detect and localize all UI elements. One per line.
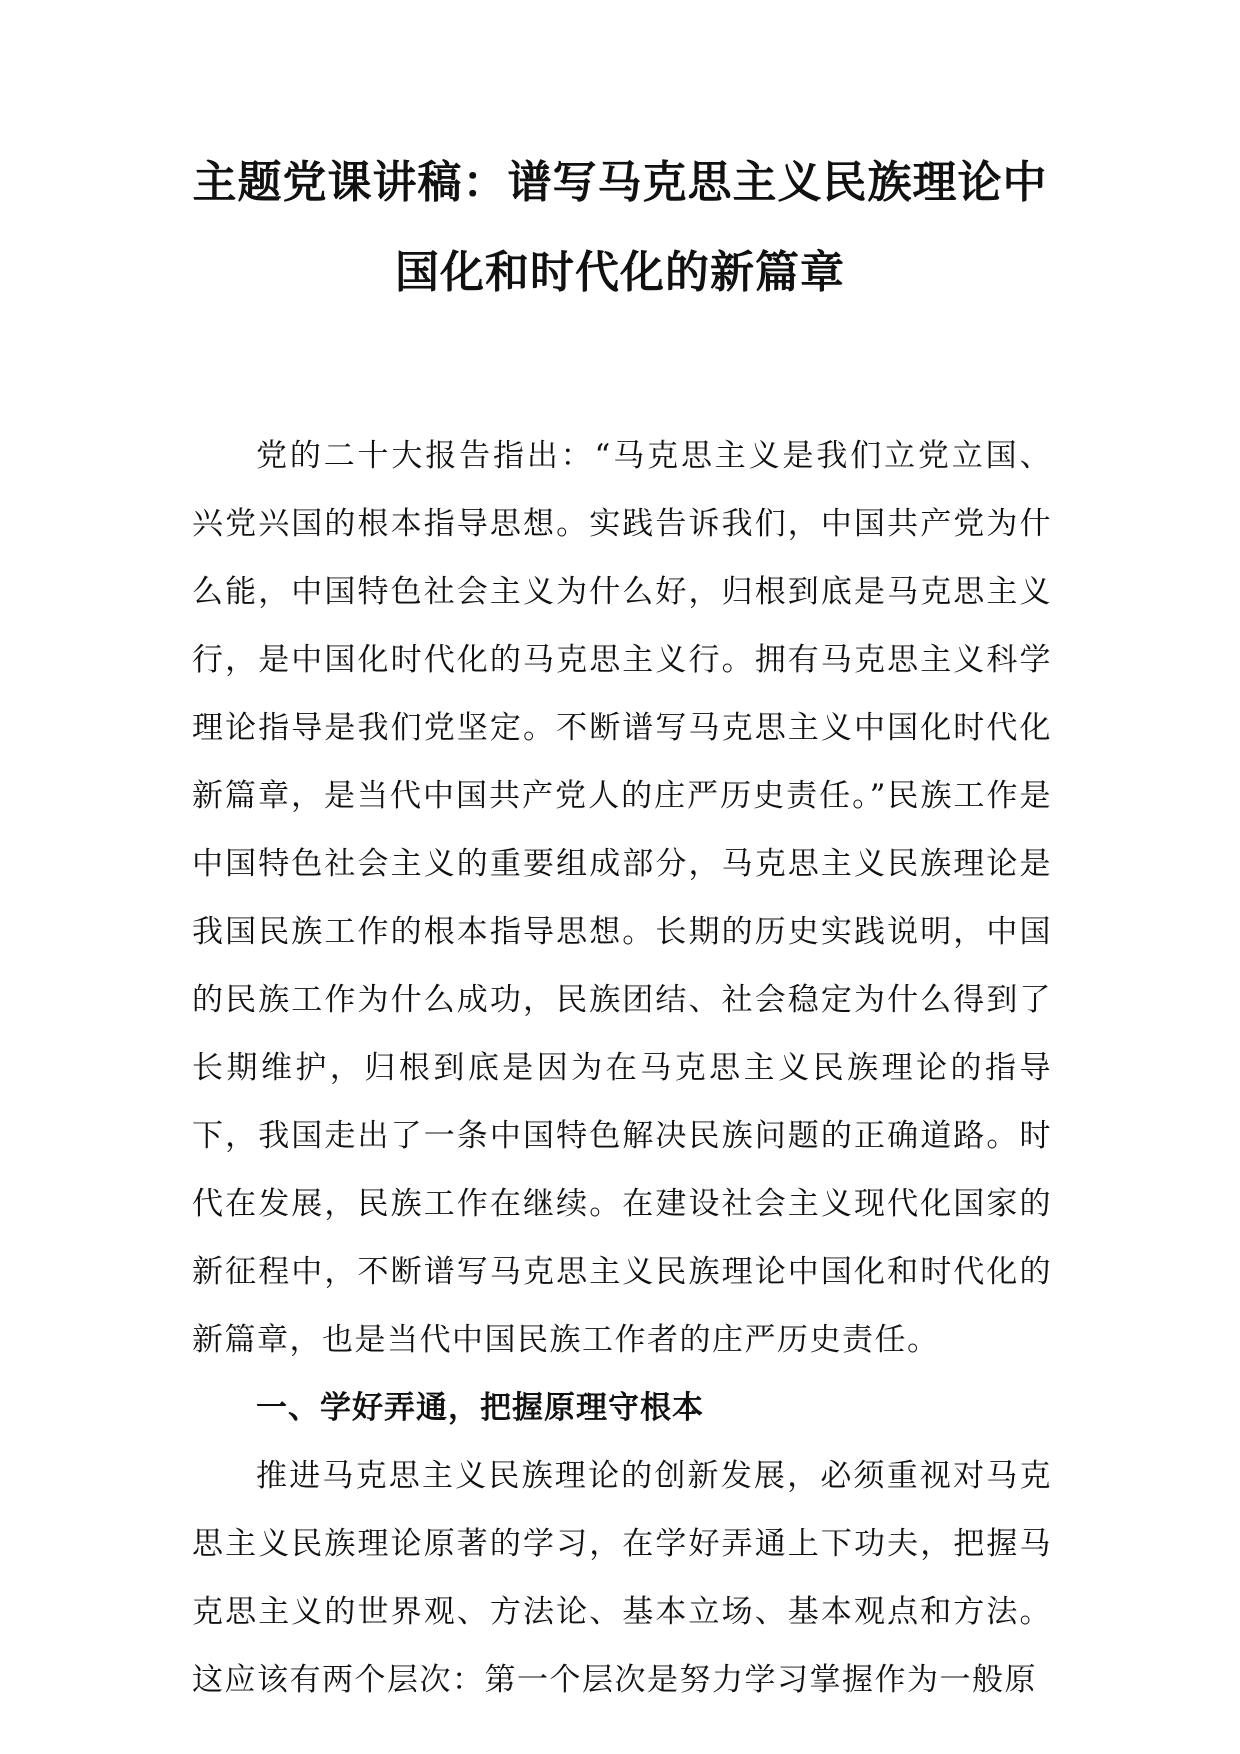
intro-paragraph: 党的二十大报告指出：“马克思主义是我们立党立国、兴党兴国的根本指导思想。实践告诉我们，中国共产党为什么能，中国特色社会主义为什么好，归根到底是马克思主义行，是中国化时代化的马克思主义行。拥有马克思主义科学理论指导是我们党坚定。不断谱写马克思主义中国化时代化新篇章，是当代中国共产党人的庄严历史责任。”民族工作是中国特色社会主义的重要组成部分，马克思主义民族理论是我国民族工作的根本指导思想。长期的历史实践说明，中国的民族工作为什么成功，民族团结、社会稳定为什么得到了长期维护，归根到底是因为在马克思主义民族理论的指导下，我国走出了一条中国特色解决民族问题的正确道路。时代在发展，民族工作在继续。在建设社会主义现代化国家的新征程中，不断谱写马克思主义民族理论中国化和时代化的新篇章，也是当代中国民族工作者的庄严历史责任。 (192, 438, 1052, 1358)
section-paragraph: 推进马克思主义民族理论的创新发展，必须重视对马克思主义民族理论原著的学习，在学好弄通上下功夫，把握马克思主义的世界观、方法论、基本立场、基本观点和方法。这应该有两个层次：第一个层次是努力学习掌握作为一般原 (192, 1458, 1052, 1698)
title-line-2: 国化和时代化的新篇章 (395, 247, 845, 298)
document-body (192, 422, 1052, 1714)
section-heading: 一、学好弄通，把握原理守根本 (256, 1390, 704, 1426)
document-title (180, 138, 1060, 318)
title-line-1: 主题党课讲稿：谱写马克思主义民族理论中 (192, 157, 1048, 208)
